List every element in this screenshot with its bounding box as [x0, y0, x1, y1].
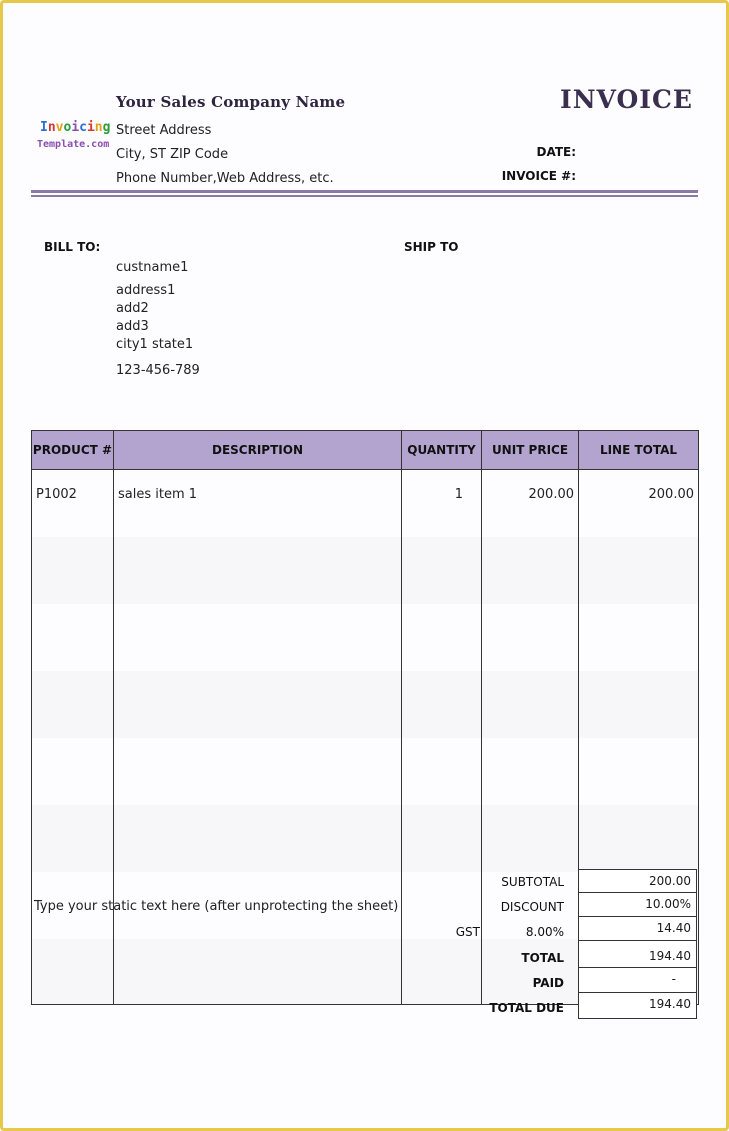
- customer-address-2: add2: [116, 301, 149, 316]
- logo-letter: n: [94, 120, 103, 135]
- cell-description[interactable]: [114, 604, 402, 671]
- logo-letter: g: [102, 120, 111, 135]
- logo-letter: c: [79, 120, 87, 135]
- cell-quantity[interactable]: [402, 537, 482, 604]
- cell-quantity[interactable]: [402, 939, 482, 1005]
- cell-line-total[interactable]: [579, 671, 699, 738]
- customer-city-state: city1 state1: [116, 337, 194, 352]
- total-due-label: TOTAL DUE: [489, 1001, 564, 1015]
- cell-unit-price[interactable]: [482, 939, 579, 1005]
- table-row: [32, 671, 699, 738]
- city-zip: City, ST ZIP Code: [116, 147, 229, 162]
- cell-product[interactable]: [32, 671, 114, 738]
- logo-domain: Template.com: [37, 139, 110, 150]
- cell-unit-price[interactable]: [482, 604, 579, 671]
- cell-quantity[interactable]: 1: [402, 470, 482, 538]
- total-value[interactable]: 194.40: [578, 941, 697, 968]
- discount-value[interactable]: 10.00%: [578, 893, 697, 917]
- logo-letter: i: [86, 120, 95, 135]
- gst-rate[interactable]: 8.00%: [525, 925, 564, 939]
- paid-label: PAID: [532, 976, 564, 990]
- header-divider: [31, 190, 698, 193]
- table-row: [32, 537, 699, 604]
- table-row: [32, 604, 699, 671]
- cell-product[interactable]: [32, 805, 114, 872]
- cell-line-total[interactable]: [579, 738, 699, 805]
- customer-name: custname1: [116, 260, 189, 275]
- subtotal-label: SUBTOTAL: [501, 875, 564, 889]
- cell-description[interactable]: [114, 537, 402, 604]
- cell-description[interactable]: [114, 939, 402, 1005]
- paid-value[interactable]: -: [578, 968, 697, 993]
- logo-letter: o: [63, 120, 72, 135]
- customer-phone: 123-456-789: [116, 363, 200, 378]
- customer-address-3: add3: [116, 319, 149, 334]
- cell-quantity[interactable]: [402, 604, 482, 671]
- static-note: Type your static text here (after unprotecting the sheet): [34, 899, 399, 914]
- company-name: Your Sales Company Name: [116, 93, 346, 111]
- cell-quantity[interactable]: [402, 805, 482, 872]
- cell-product[interactable]: [32, 738, 114, 805]
- cell-description[interactable]: sales item 1: [114, 470, 402, 538]
- col-header-line-total: LINE TOTAL: [579, 431, 699, 470]
- invoice-number-label: INVOICE #:: [501, 169, 576, 183]
- cell-unit-price[interactable]: [482, 805, 579, 872]
- total-due-value[interactable]: 194.40: [578, 993, 697, 1019]
- invoice-title: INVOICE: [560, 85, 693, 114]
- table-row: [32, 738, 699, 805]
- subtotal-value[interactable]: 200.00: [578, 869, 697, 893]
- cell-unit-price[interactable]: [482, 738, 579, 805]
- table-header-row: [32, 431, 699, 470]
- table-row: [32, 805, 699, 872]
- cell-line-total[interactable]: 200.00: [579, 470, 699, 538]
- cell-description[interactable]: [114, 671, 402, 738]
- cell-unit-price[interactable]: [482, 537, 579, 604]
- cell-quantity[interactable]: [402, 738, 482, 805]
- cell-line-total[interactable]: [579, 537, 699, 604]
- logo-letter: I: [40, 120, 48, 135]
- gst-label: GST: [455, 925, 480, 939]
- cell-product[interactable]: P1002: [32, 470, 114, 538]
- phone-web: Phone Number,Web Address, etc.: [116, 171, 334, 186]
- logo-letter: v: [55, 120, 64, 135]
- table-row: [32, 470, 699, 538]
- cell-description[interactable]: [114, 805, 402, 872]
- cell-product[interactable]: [32, 939, 114, 1005]
- header-divider-secondary: [31, 195, 698, 197]
- col-header-description: DESCRIPTION: [114, 431, 402, 470]
- logo-letter: n: [47, 120, 56, 135]
- cell-product[interactable]: [32, 537, 114, 604]
- gst-value[interactable]: 14.40: [578, 917, 697, 941]
- total-label: TOTAL: [521, 951, 564, 965]
- cell-unit-price[interactable]: [482, 671, 579, 738]
- cell-product[interactable]: [32, 604, 114, 671]
- street-address: Street Address: [116, 123, 212, 138]
- bill-to-label: BILL TO:: [44, 240, 101, 254]
- cell-description[interactable]: [114, 738, 402, 805]
- logo-letter: i: [71, 120, 80, 135]
- cell-quantity[interactable]: [402, 671, 482, 738]
- cell-line-total[interactable]: [579, 805, 699, 872]
- cell-line-total[interactable]: [579, 604, 699, 671]
- logo: [40, 120, 110, 135]
- col-header-product: PRODUCT #: [32, 431, 114, 470]
- ship-to-label: SHIP TO: [404, 240, 459, 254]
- col-header-unit-price: UNIT PRICE: [482, 431, 579, 470]
- discount-label: DISCOUNT: [500, 900, 564, 914]
- cell-unit-price[interactable]: 200.00: [482, 470, 579, 538]
- col-header-quantity: QUANTITY: [402, 431, 482, 470]
- customer-address-1: address1: [116, 283, 176, 298]
- date-label: DATE:: [536, 145, 576, 159]
